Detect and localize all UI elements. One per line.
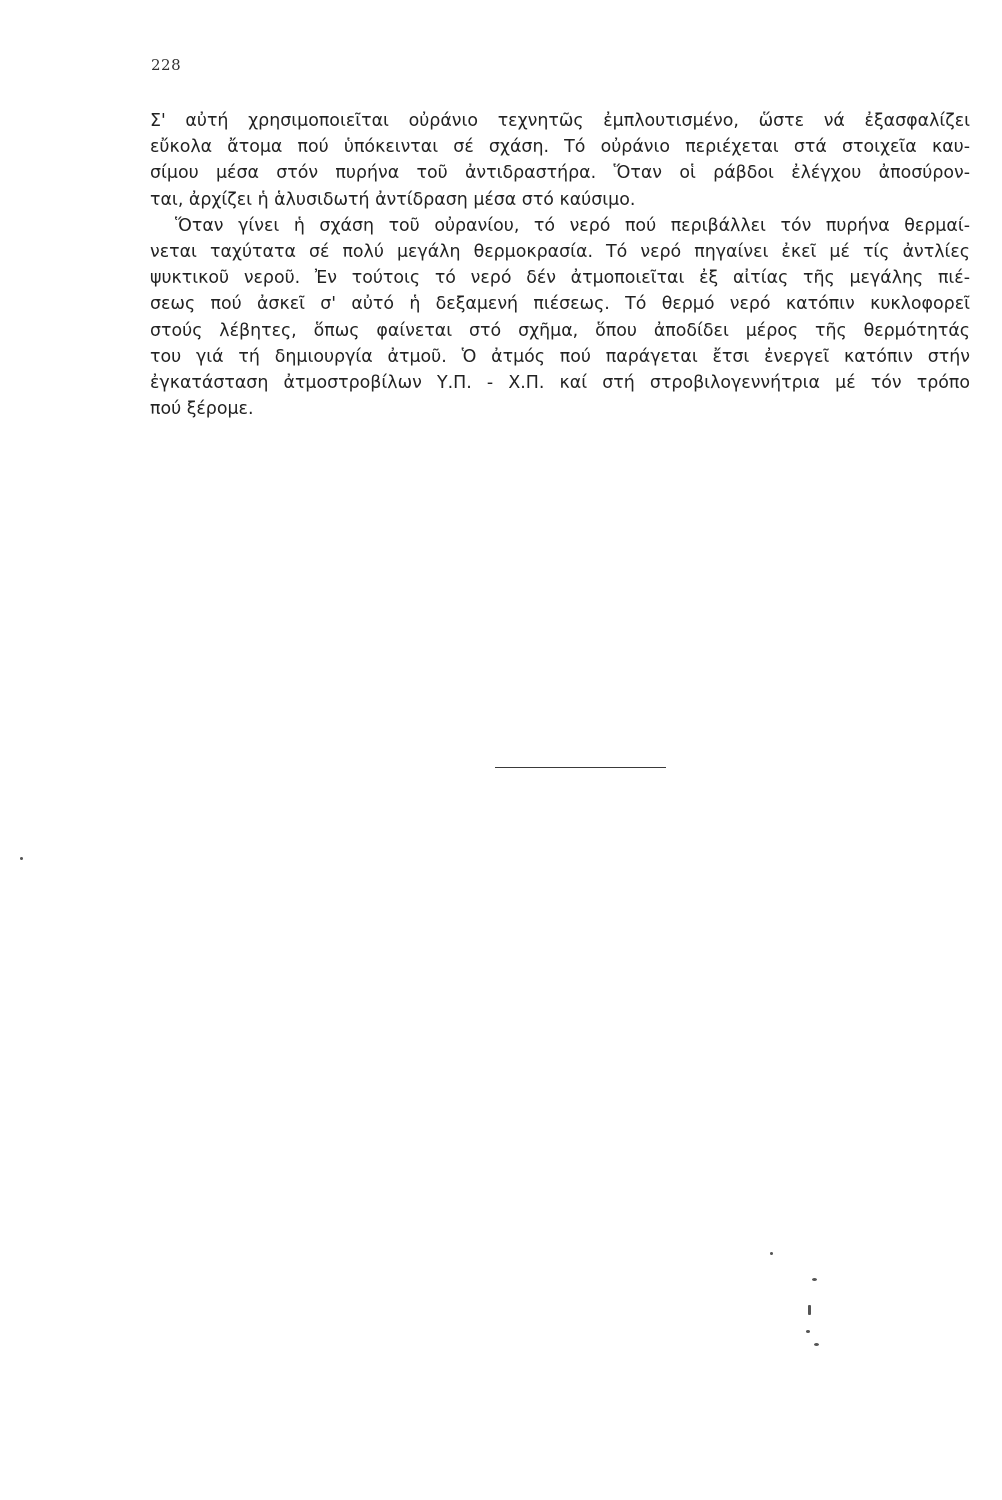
text-line: ἐγκατάσταση ἀτμοστροβίλων Υ.Π. - Χ.Π. καί στή στροβιλογεννήτρια μέ τόν τρόπο [150,372,970,393]
text-line: σεως πού ἀσκεῖ σ' αὐτό ἡ δεξαμενή πιέσεως. Τό θερμό νερό κατόπιν κυκλοφορεῖ [150,294,970,315]
scan-speck [814,1343,819,1346]
scan-speck [770,1252,773,1255]
scan-speck [808,1305,811,1315]
body-text [150,108,970,422]
scan-speck [20,857,23,860]
scan-speck [812,1278,817,1281]
section-divider [495,767,666,768]
text-line: ται, ἀρχίζει ἡ ἁλυσιδωτή ἀντίδραση μέσα στό καύσιμο. [150,189,636,210]
text-line: εὔκολα ἄτομα πού ὑπόκεινται σέ σχάση. Τό οὐράνιο περιέχεται στά στοιχεῖα καυ- [150,137,970,158]
text-line: σίμου μέσα στόν πυρήνα τοῦ ἀντιδραστήρα. Ὅταν οἱ ράβδοι ἐλέγχου ἀποσύρον- [150,163,970,184]
text-line: του γιά τή δημιουργία ἀτμοῦ. Ὁ ἀτμός πού παράγεται ἔτσι ἐνεργεῖ κατόπιν στήν [150,346,970,367]
text-line: πού ξέρομε. [150,399,254,420]
page-number: 228 [151,56,182,74]
text-line: ψυκτικοῦ νεροῦ. Ἐν τούτοις τό νερό δέν ἀτμοποιεῖται ἐξ αἰτίας τῆς μεγάλης πιέ- [150,268,970,289]
text-line: στούς λέβητες, ὅπως φαίνεται στό σχῆμα, ὅπου ἀποδίδει μέρος τῆς θερμότητάς [150,320,970,341]
text-line: Σ' αὐτή χρησιμοποιεῖται οὐράνιο τεχνητῶς ἐμπλουτισμένο, ὥστε νά ἐξασφαλίζει [150,111,970,131]
scan-speck [806,1330,810,1333]
text-line: Ὅταν γίνει ἡ σχάση τοῦ οὐρανίου, τό νερό πού περιβάλλει τόν πυρήνα θερμαί- [175,215,970,236]
text-line: νεται ταχύτατα σέ πολύ μεγάλη θερμοκρασία. Τό νερό πηγαίνει ἐκεῖ μέ τίς ἀντλίες [150,241,970,262]
